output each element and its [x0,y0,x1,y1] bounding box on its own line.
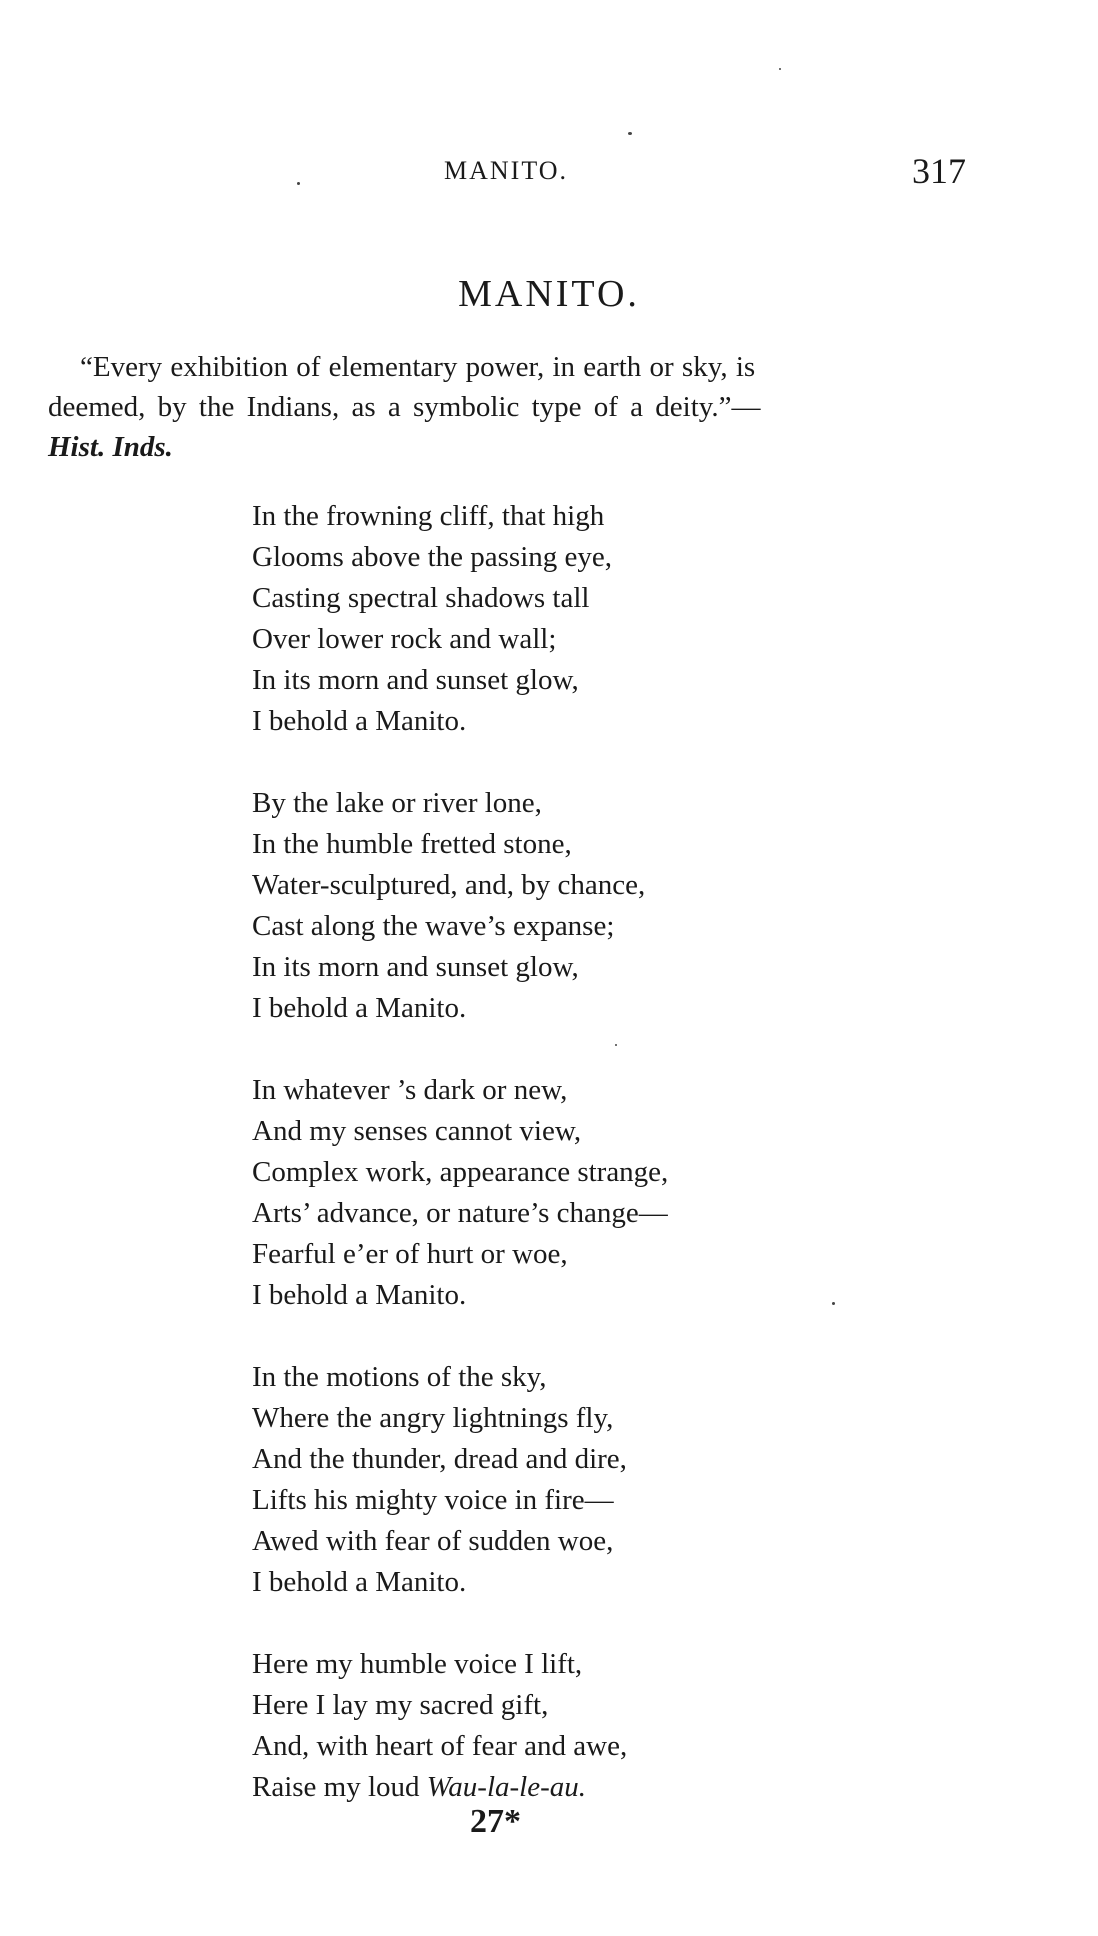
verse-line: Cast along the wave’s expanse; [252,910,615,942]
verse-line: Complex work, appearance strange, [252,1156,669,1188]
verse-line: I behold a Manito. [252,1566,467,1598]
verse-line: I behold a Manito. [252,705,467,737]
verse-line: And the thunder, dread and dire, [252,1443,627,1475]
epigraph-line: deemed, by the Indians, as a symbolic type of a deity.”— [48,391,761,423]
verse-line: In the humble fretted stone, [252,828,572,860]
verse-line: Where the angry lightnings fly, [252,1402,614,1434]
verse-line: In its morn and sunset glow, [252,951,579,983]
emphasized-word: Wau-la-le-au. [426,1771,586,1803]
verse-line: In its morn and sunset glow, [252,664,579,696]
epigraph-source: Hist. Inds. [48,431,173,463]
poem-body [252,496,952,1849]
verse-line: Over lower rock and wall; [252,623,557,655]
verse-line: Water-sculptured, and, by chance, [252,869,646,901]
verse-line: Arts’ advance, or nature’s change— [252,1197,668,1229]
epigraph [48,347,970,467]
stanza [252,1644,952,1808]
signature-mark: 27* [470,1803,521,1840]
running-head [0,150,1098,190]
verse-line: And my senses cannot view, [252,1115,582,1147]
running-title: MANITO. [444,156,569,185]
verse-line: Fearful e’er of hurt or woe, [252,1238,568,1270]
stanza [252,1357,952,1603]
verse-line: Here I lay my sacred gift, [252,1689,549,1721]
verse-line: I behold a Manito. [252,1279,467,1311]
verse-line: Glooms above the passing eye, [252,541,613,573]
verse-line: I behold a Manito. [252,992,467,1024]
print-speck [628,132,632,135]
stanza [252,1070,952,1316]
verse-line: Awed with fear of sudden woe, [252,1525,614,1557]
verse-line: In the motions of the sky, [252,1361,547,1393]
verse-line: Casting spectral shadows tall [252,582,590,614]
stanza [252,496,952,742]
verse-line: And, with heart of fear and awe, [252,1730,628,1762]
stanza [252,783,952,1029]
epigraph-line: “Every exhibition of elementary power, in earth or sky, is [80,351,756,383]
verse-line-text: Raise my loud [252,1771,427,1803]
verse-line: By the lake or river lone, [252,787,542,819]
verse-line: In the frowning cliff, that high [252,500,605,532]
verse-line: Here my humble voice I lift, [252,1648,583,1680]
verse-line: Lifts his mighty voice in fire— [252,1484,614,1516]
print-speck [779,68,781,70]
verse-line: In whatever ’s dark or new, [252,1074,568,1106]
poem-title: MANITO. [458,273,640,315]
verse-line [252,1767,952,1808]
page-number: 317 [912,151,966,191]
